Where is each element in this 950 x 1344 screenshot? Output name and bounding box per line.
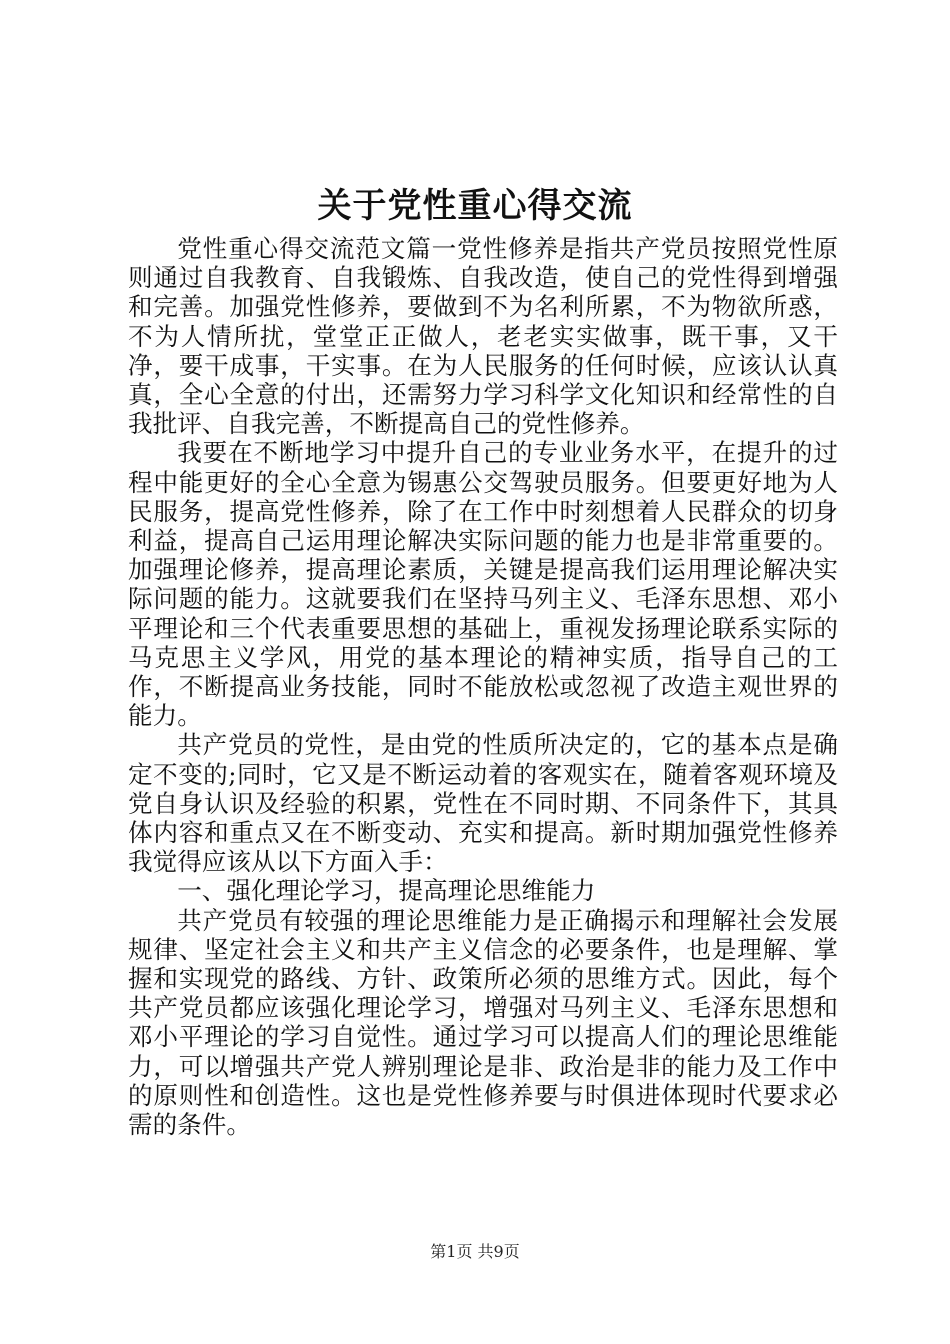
paragraph: 我要在不断地学习中提升自己的专业业务水平，在提升的过程中能更好的全心全意为锡惠公交驾驶员服务。但要更好地为人民服务，提高党性修养，除了在工作中时刻想着人民群众的切身利益，提高自己运用理论解决实际问题的能力也是非常重要的。加强理论修养，提高理论素质，关键是提高我们运用理论解决实际问题的能力。这就要我们在坚持马列主义、毛泽东思想、邓小平理论和三个代表重要思想的基础上，重视发扬理论联系实际的马克思主义学风，用党的基本理论的精神实质，指导自己的工作，不断提高业务技能，同时不能放松或忽视了改造主观世界的能力。 [128, 438, 838, 731]
paragraph: 共产党员有较强的理论思维能力是正确揭示和理解社会发展规律、坚定社会主义和共产主义信念的必要条件，也是理解、掌握和实现党的路线、方针、政策所必须的思维方式。因此，每个共产党员都应该强化理论学习，增强对马列主义、毛泽东思想和邓小平理论的学习自觉性。通过学习可以提高人们的理论思维能力，可以增强共产党人辨别理论是非、政治是非的能力及工作中的原则性和创造性。这也是党性修养要与时俱进体现时代要求必需的条件。 [128, 905, 838, 1140]
page-number-footer: 第1页 共9页 [430, 1242, 520, 1261]
document-body [128, 234, 838, 1139]
section-heading: 一、强化理论学习，提高理论思维能力 [177, 876, 596, 906]
paragraph: 党性重心得交流范文篇一党性修养是指共产党员按照党性原则通过自我教育、自我锻炼、自我改造，使自己的党性得到增强和完善。加强党性修养，要做到不为名利所累，不为物欲所惑，不为人情所扰，堂堂正正做人，老老实实做事，既干事，又干净，要干成事，干实事。在为人民服务的任何时候，应该认认真真，全心全意的付出，还需努力学习科学文化知识和经常性的自我批评、自我完善，不断提高自己的党性修养。 [128, 234, 838, 439]
document-title: 关于党性重心得交流 [317, 186, 633, 226]
paragraph: 共产党员的党性，是由党的性质所决定的，它的基本点是确定不变的;同时，它又是不断运动着的客观实在，随着客观环境及党自身认识及经验的积累，党性在不同时期、不同条件下，其具体内容和重点又在不断变动、充实和提高。新时期加强党性修养我觉得应该从以下方面入手： [128, 730, 838, 877]
